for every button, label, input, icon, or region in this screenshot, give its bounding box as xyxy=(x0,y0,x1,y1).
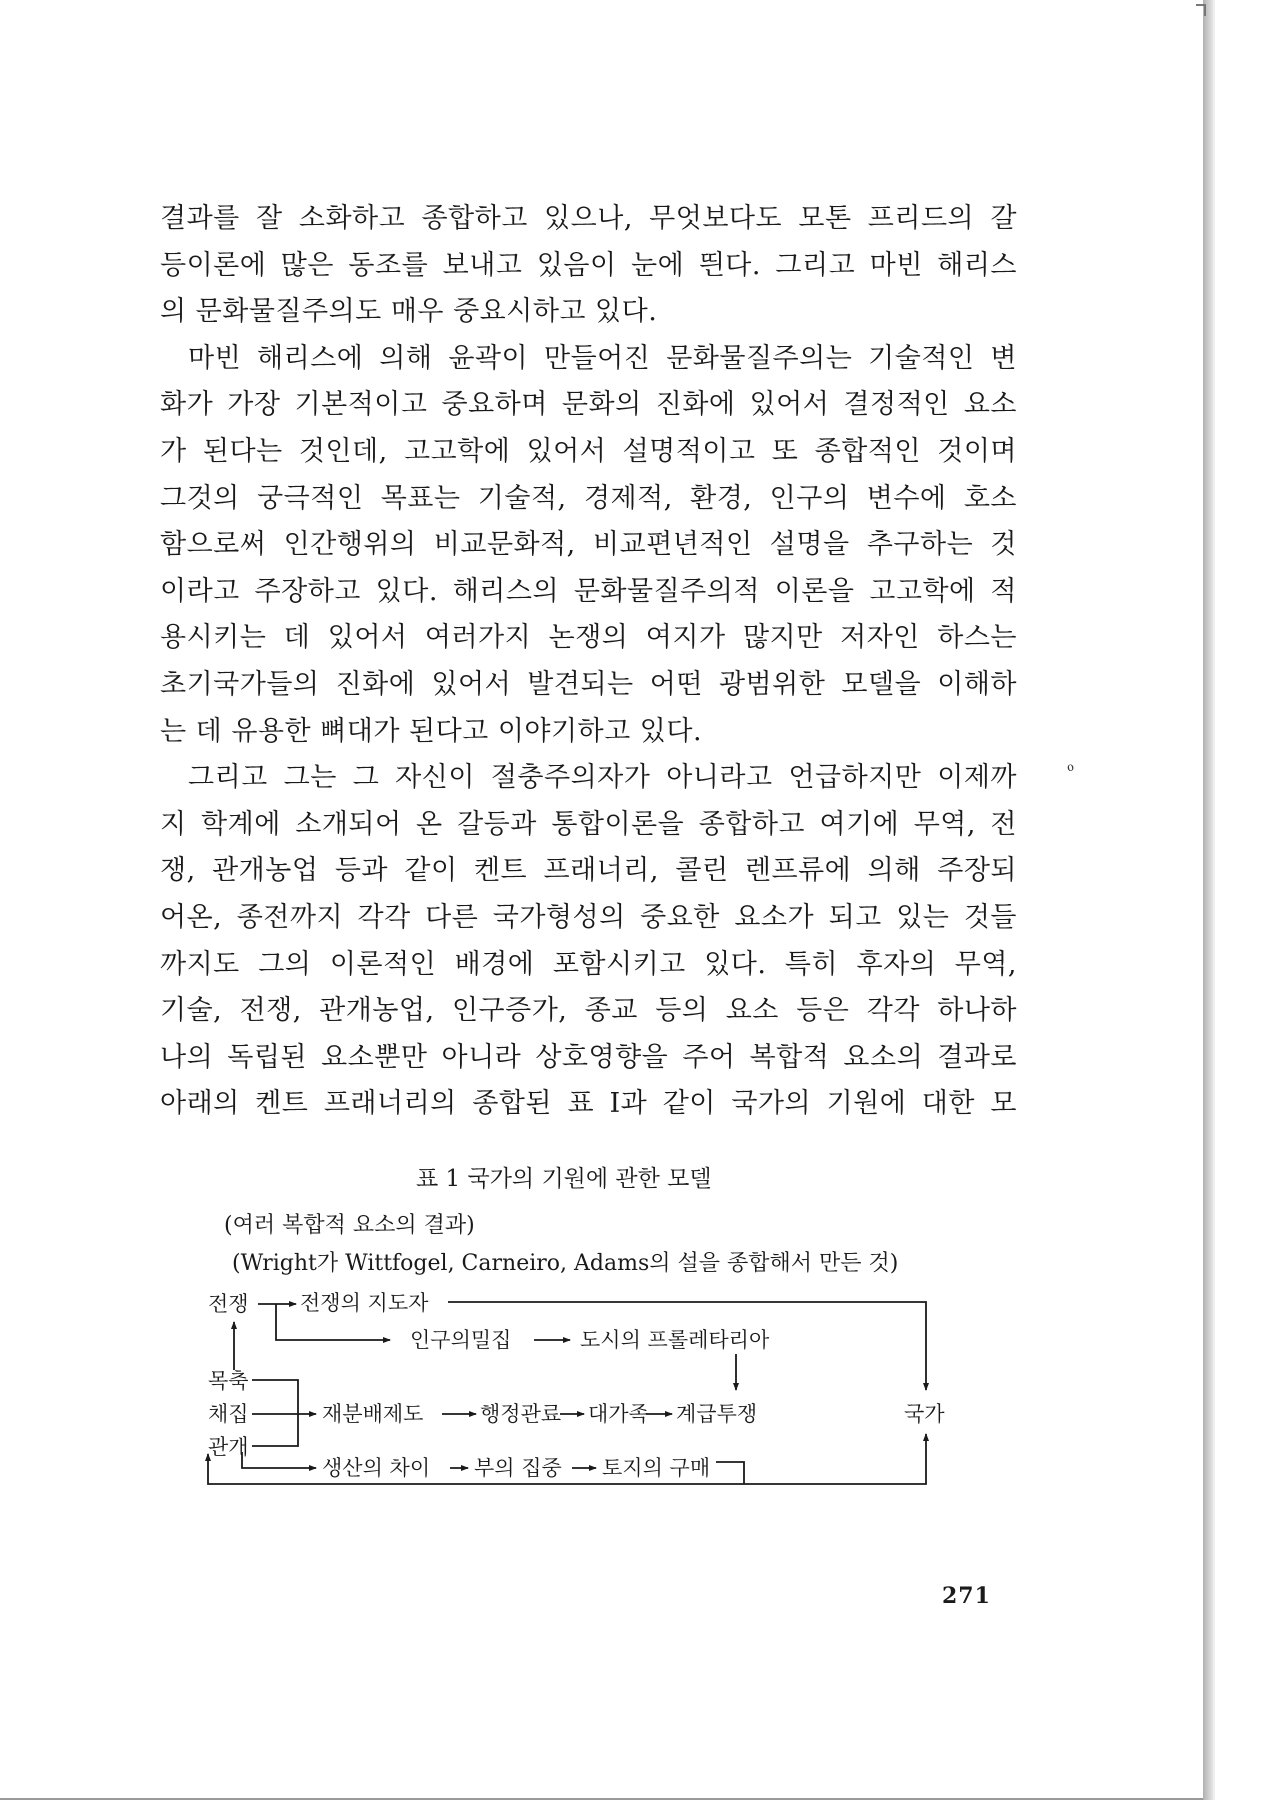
paragraph-2 xyxy=(160,336,1017,755)
text-line: 쟁, 관개농업 등과 같이 켄트 프래너리, 콜린 렌프류에 의해 주장되 xyxy=(160,855,1017,887)
node-urban-proletariat: 도시의 프롤레타리아 xyxy=(580,1328,770,1352)
text-line: 그것의 궁극적인 목표는 기술적, 경제적, 환경, 인구의 변수에 호소 xyxy=(160,482,1017,514)
node-bureaucracy: 행정관료 xyxy=(480,1402,562,1426)
node-redistribution: 재분배제도 xyxy=(322,1402,424,1426)
text-line: 어온, 종전까지 각각 다른 국가형성의 중요한 요소가 되고 있는 것들 xyxy=(160,901,1017,933)
stray-ink-mark: ℴ xyxy=(1062,755,1077,776)
node-war: 전쟁 xyxy=(208,1292,249,1316)
text-line: 나의 독립된 요소뿐만 아니라 상호영향을 주어 복합적 요소의 결과로 xyxy=(160,1041,1017,1073)
body-text xyxy=(160,196,1017,1128)
node-class-struggle: 계급투쟁 xyxy=(676,1402,758,1426)
text-line: 까지도 그의 이론적인 배경에 포함시키고 있다. 특히 후자의 무역, xyxy=(160,948,1017,980)
text-line: 의 문화물질주의도 매우 중요시하고 있다. xyxy=(160,296,658,328)
text-line: 마빈 해리스에 의해 윤곽이 만들어진 문화물질주의는 기술적인 변 xyxy=(188,342,1017,374)
text-line: 기술, 전쟁, 관개농업, 인구증가, 종교 등의 요소 등은 각각 하나하 xyxy=(160,995,1017,1027)
table-source-note: (Wright가 Wittfogel, Carneiro, Adams의 설을 종합해서 만든 것) xyxy=(232,1251,899,1276)
node-population-density: 인구의밀집 xyxy=(410,1328,512,1352)
state-origin-diagram xyxy=(198,1282,978,1522)
page-edge-shadow xyxy=(1203,0,1213,1800)
node-irrigation: 관개 xyxy=(208,1435,249,1459)
node-state: 국가 xyxy=(904,1402,945,1426)
page-number: 271 xyxy=(942,1583,991,1609)
text-line: 초기국가들의 진화에 있어서 발견되는 어떤 광범위한 모델을 이해하 xyxy=(160,668,1017,700)
paragraph-3 xyxy=(160,755,1017,1128)
text-line: 용시키는 데 있어서 여러가지 논쟁의 여지가 많지만 저자인 하스는 xyxy=(160,622,1017,654)
node-large-family: 대가족 xyxy=(588,1402,649,1426)
text-line: 가 된다는 것인데, 고고학에 있어서 설명적이고 또 종합적인 것이며 xyxy=(160,435,1017,467)
table-subtitle: (여러 복합적 요소의 결과) xyxy=(224,1213,475,1238)
node-production-difference: 생산의 차이 xyxy=(322,1456,431,1480)
node-gathering: 채집 xyxy=(208,1402,249,1426)
node-land-purchase: 토지의 구매 xyxy=(602,1456,711,1480)
node-pastoralism: 목축 xyxy=(208,1369,249,1393)
table-title: 표 1 국가의 기원에 관한 모델 xyxy=(416,1166,712,1192)
text-line: 지 학계에 소개되어 온 갈등과 통합이론을 종합하고 여기에 무역, 전 xyxy=(160,808,1017,840)
node-wealth-concentration: 부의 집중 xyxy=(474,1456,562,1480)
text-line: 함으로써 인간행위의 비교문화적, 비교편년적인 설명을 추구하는 것 xyxy=(160,529,1017,561)
text-line: 는 데 유용한 뼈대가 된다고 이야기하고 있다. xyxy=(160,715,703,747)
text-line: 결과를 잘 소화하고 종합하고 있으나, 무엇보다도 모톤 프리드의 갈 xyxy=(160,203,1017,234)
text-line: 이라고 주장하고 있다. 해리스의 문화물질주의적 이론을 고고학에 적 xyxy=(160,575,1017,607)
text-line: 등이론에 많은 동조를 보내고 있음이 눈에 띈다. 그리고 마빈 해리스 xyxy=(160,249,1017,281)
page-corner-mark xyxy=(1196,4,1206,16)
text-line: 화가 가장 기본적이고 중요하며 문화의 진화에 있어서 결정적인 요소 xyxy=(160,389,1017,421)
paragraph-1 xyxy=(160,196,1017,336)
text-line: 그리고 그는 그 자신이 절충주의자가 아니라고 언급하지만 이제까 xyxy=(188,762,1017,794)
node-war-leader: 전쟁의 지도자 xyxy=(300,1291,429,1315)
text-line: 아래의 켄트 프래너리의 종합된 표 I과 같이 국가의 기원에 대한 모 xyxy=(160,1088,1017,1120)
